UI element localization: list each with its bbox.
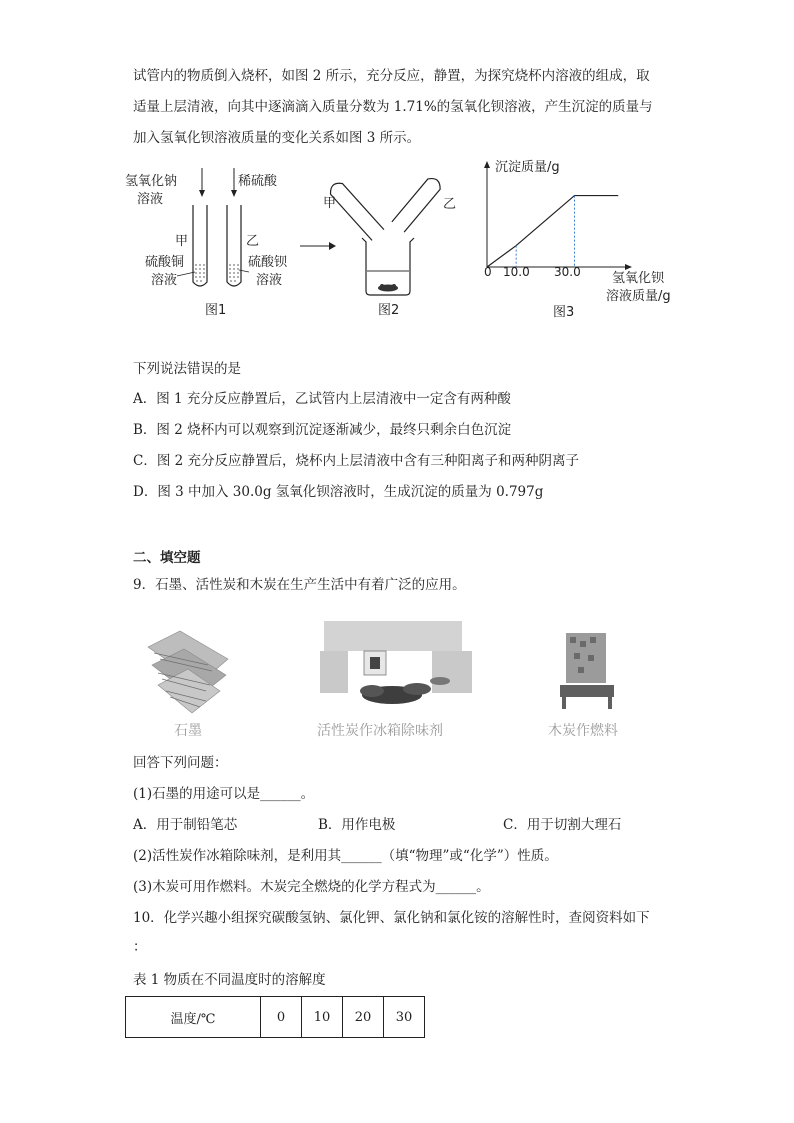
intro-line-1: 试管内的物质倒入烧杯，如图 2 所示，充分反应，静置，为探究烧杯内溶液的组成，取 [133, 68, 650, 84]
q9-sub1: (1)石墨的用途可以是______。 [133, 786, 315, 802]
option-c: C．图 2 充分反应静置后，烧杯内上层清液中含有三种阳离子和两种阴离子 [133, 453, 580, 469]
figure-2-drawing [320, 165, 480, 320]
q9-sub2: (2)活性炭作冰箱除味剂，是利用其______（填“物理”或“化学”）性质。 [133, 848, 558, 864]
question-stem: 下列说法错误的是 [133, 361, 241, 377]
solution-right-label-1: 硫酸钡 [248, 255, 288, 270]
figure-1 [125, 160, 300, 320]
q9-sub3: (3)木炭可用作燃料。木炭完全燃烧的化学方程式为______。 [133, 879, 490, 895]
table-header-cell: 0 [261, 997, 302, 1038]
activated-carbon-caption: 活性炭作冰箱除味剂 [317, 723, 443, 739]
table-header-cell: 20 [343, 997, 384, 1038]
table-header-cell: 温度/℃ [126, 997, 261, 1038]
figure-3-caption: 图3 [553, 305, 575, 320]
table-header-row [126, 997, 425, 1038]
fig2-tube-jia-label: 甲 [323, 196, 337, 211]
solubility-table [125, 996, 425, 1038]
fig3-x-label-1: 氢氧化钡 [612, 271, 665, 286]
fig3-y-label: 沉淀质量/g [495, 160, 560, 175]
figure-3 [478, 155, 688, 320]
q10-stem-cont: ： [133, 939, 147, 955]
fig2-tube-yi-label: 乙 [443, 197, 457, 212]
reagent-h2so4-label: 稀硫酸 [238, 174, 278, 189]
intro-line-2: 适量上层清液，向其中逐滴滴入质量分数为 1.71%的氢氧化钡溶液，产生沉淀的质量与 [133, 99, 653, 115]
figure-2-caption: 图2 [378, 303, 400, 318]
tube-yi-label: 乙 [246, 234, 260, 249]
option-a: A．图 1 充分反应静置后，乙试管内上层清液中一定含有两种酸 [133, 391, 511, 407]
activated-carbon-image [312, 615, 477, 720]
fig3-x-label-2: 溶液质量/g [606, 289, 671, 304]
figure-1-caption: 图1 [205, 303, 227, 318]
solution-right-label-2: 溶液 [256, 273, 283, 288]
q10-stem: 10．化学兴趣小组探究碳酸氢钠、氯化钾、氯化钠和氯化铵的溶解性时，查阅资料如下 [133, 910, 650, 926]
q9-stem: 9．石墨、活性炭和木炭在生产生活中有着广泛的应用。 [133, 577, 466, 593]
cuso4-label-1: 硫酸铜 [145, 255, 185, 270]
table-header-cell: 30 [384, 997, 425, 1038]
intro-line-3: 加入氢氧化钡溶液质量的变化关系如图 3 所示。 [133, 130, 421, 146]
reagent-naoh-label-1: 氢氧化钠 [125, 174, 178, 189]
q9-option-a: A．用于制铅笔芯 [133, 817, 238, 833]
fig3-tick-30: 30.0 [554, 265, 581, 279]
table-header-cell: 10 [302, 997, 343, 1038]
cuso4-label-2: 溶液 [151, 273, 178, 288]
fig3-tick-10: 10.0 [503, 265, 530, 279]
graphite-image [140, 625, 235, 720]
figure-2 [320, 165, 480, 320]
reagent-naoh-label-2: 溶液 [137, 192, 164, 207]
q9-prompt: 回答下列问题： [133, 755, 228, 771]
y-axis-arrow-icon [484, 161, 490, 168]
charcoal-caption: 木炭作燃料 [548, 723, 618, 739]
fig3-origin-label: 0 [484, 265, 492, 279]
table-title: 表 1 物质在不同温度时的溶解度 [133, 972, 326, 988]
graphite-caption: 石墨 [174, 723, 202, 739]
q9-option-c: C．用于切割大理石 [503, 817, 622, 833]
precipitate-mass-line [487, 196, 618, 267]
option-b: B．图 2 烧杯内可以观察到沉淀逐渐减少，最终只剩余白色沉淀 [133, 422, 512, 438]
charcoal-fuel-image [558, 625, 618, 720]
tube-jia-label: 甲 [175, 234, 189, 249]
option-d: D．图 3 中加入 30.0g 氢氧化钡溶液时，生成沉淀的质量为 0.797g [133, 484, 544, 500]
q9-option-b: B．用作电极 [318, 817, 396, 833]
section-title: 二、填空题 [133, 550, 201, 566]
